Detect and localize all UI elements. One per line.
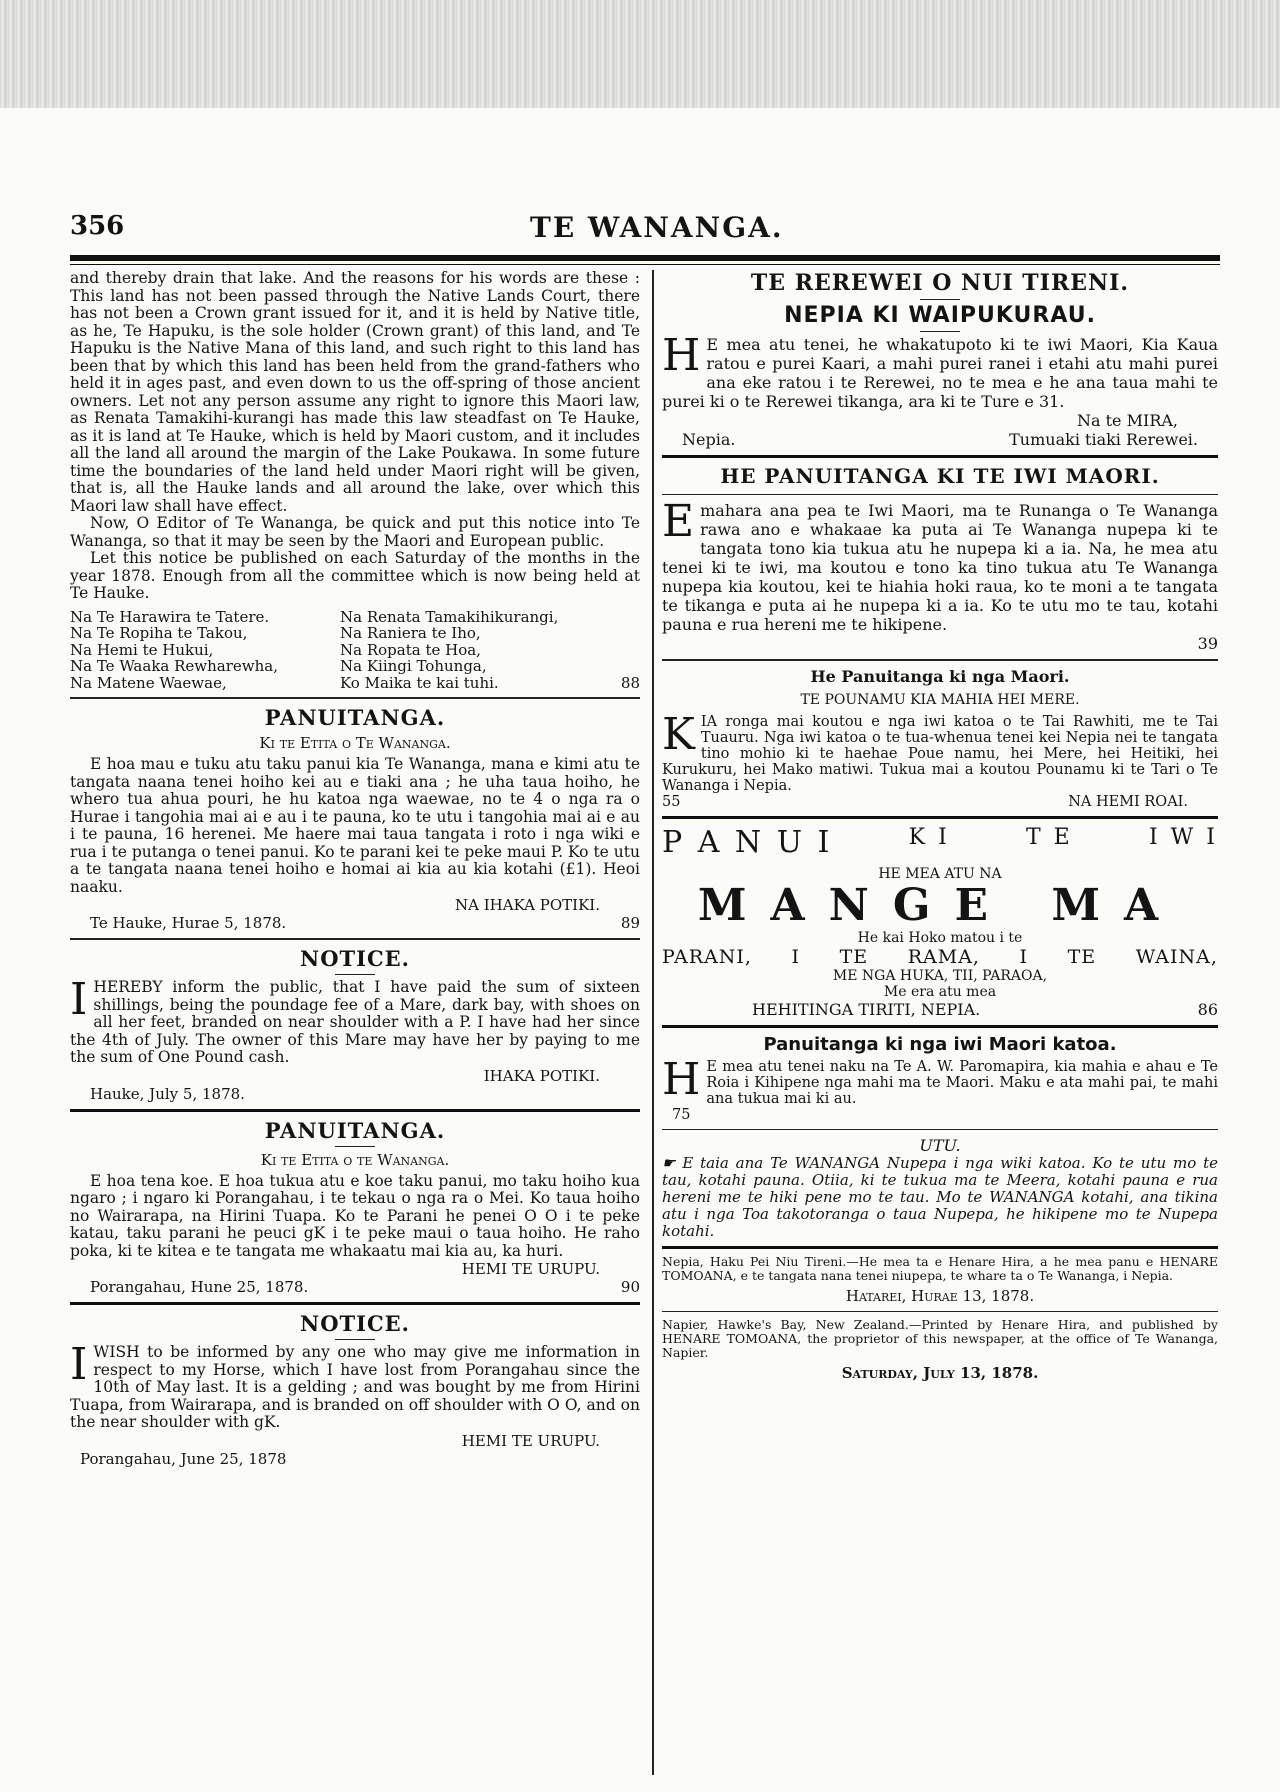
mange-line: HE MEA ATU NA bbox=[878, 866, 1002, 882]
imprint-maori: Nepia, Haku Pei Niu Tireni.—He mea ta e Henare Hira, a he mea panu e HENARE TOMOANA, e te tangata nana tenei niupepa, te whare ta o Te Wananga, i Nepia. bbox=[662, 1254, 1218, 1283]
letter-para-2: Now, O Editor of Te Wananga, be quick and put this notice into Te Wananga, so that it may be seen by the Maori and European public. bbox=[70, 514, 640, 550]
drop-cap: I bbox=[70, 1339, 88, 1390]
pounamu-heading: He Panuitanga ki nga Maori. bbox=[810, 667, 1070, 686]
short-rule bbox=[920, 331, 960, 332]
divider bbox=[70, 697, 640, 699]
signatory: Na Raniera te Iho, bbox=[340, 624, 481, 642]
signatory: Na Matene Waewae, bbox=[70, 673, 227, 692]
pointing-hand-icon: ☛ bbox=[662, 1154, 683, 1172]
mange-line: Me era atu mea bbox=[883, 984, 997, 1000]
signatory: Na Te Harawira te Tatere. bbox=[70, 607, 270, 626]
left-column bbox=[70, 270, 640, 1468]
mange-name: MANGE MA bbox=[697, 880, 1183, 931]
railway-subtitle: NEPIA KI WAIPUKURAU. bbox=[784, 303, 1096, 328]
short-rule bbox=[335, 1146, 375, 1147]
banner-word: T E bbox=[1026, 825, 1073, 850]
header-rule bbox=[70, 255, 1220, 261]
date-maori: Hatarei, Hurae 13, 1878. bbox=[845, 1287, 1035, 1305]
railway-body: H E mea atu tenei, he whakatupoto ki te iwi Maori, Kia Kaua ratou e purei Kaari, a mahi purei ranei i etahi atu mahi purei ana eke ratou i te Rerewei, no te mea e he ana taua mahi te purei ki o te Rerewei tikanga, ara ki te Ture e 31. bbox=[662, 330, 1218, 411]
divider bbox=[662, 659, 1218, 661]
katoa-heading: Panuitanga ki nga iwi Maori katoa. bbox=[763, 1034, 1117, 1055]
railway-place: Nepia. bbox=[682, 430, 736, 449]
divider bbox=[70, 938, 640, 940]
panuitanga-body: E hoa tena koe. E hoa tukua atu e koe taku panui, mo taku hoiho kua ngaro ; i ngaro ki Porangahau, i te tekau o nga ra o Mei. Ko taua hoiho no Wairarapa, na Hirini Tuapa. Ko te Parani he penei O O i te peke katau, taku parani he peuci gK i te peke maui o taua hoiho. He raho poka, ki te kitea e te tangata me whakaatu mai kia au, ka huri. bbox=[70, 1171, 640, 1260]
signatory: Na Renata Tamakihikurangi, bbox=[340, 607, 559, 626]
mange-line: He kai Hoko matou i te bbox=[857, 930, 1023, 946]
mange-footer bbox=[662, 1000, 1218, 1019]
imprint-english: Napier, Hawke's Bay, New Zealand.—Printed by Henare Hira, and published by HENARE TOMOANA, the proprietor of this newspaper, at the office of Te Wananga, Napier. bbox=[662, 1317, 1218, 1360]
signatory: Ko Maika te kai tuhi. bbox=[340, 673, 499, 692]
short-rule bbox=[335, 974, 375, 975]
notice-signer: IHAKA POTIKI. bbox=[483, 1066, 600, 1085]
column-separator bbox=[652, 270, 654, 1775]
pounamu-body: KIA ronga mai koutou e nga iwi katoa o te Tai Rawhiti, me te Tai Tuauru. Nga iwi katoa o te tua-whenua tenei kei Nepia nei te tangata tino mohio ki te haehae Poue namu, hei Mere, hei Heitiki, hei Kurukuru, hei Mako matiwi. Tukua mai a koutou Pounamu ki te Tari o Te Wananga i Nepia. bbox=[662, 709, 1218, 794]
divider bbox=[662, 455, 1218, 458]
divider bbox=[662, 1311, 1218, 1312]
right-column bbox=[662, 270, 1218, 1382]
date-english: Saturday, July 13, 1878. bbox=[841, 1364, 1039, 1382]
panuitanga-footer bbox=[70, 1278, 640, 1296]
page-header bbox=[70, 203, 1220, 243]
ad-number: 89 bbox=[620, 914, 640, 932]
panuitanga-subtitle: Ki te Etita o Te Wananga. bbox=[259, 734, 451, 752]
divider bbox=[662, 1025, 1218, 1028]
letter-para-3: Let this notice be published on each Saturday of the months in the year 1878. Enough from all the committee which is now being held at Te Hauke. bbox=[70, 549, 640, 602]
header-rule-thin bbox=[70, 264, 1220, 265]
signatory: Na Te Ropiha te Takou, bbox=[70, 624, 248, 642]
drop-cap: H bbox=[662, 1054, 701, 1105]
divider bbox=[662, 494, 1218, 495]
pounamu-subheading: TE POUNAMU KIA MAHIA HEI MERE. bbox=[800, 692, 1080, 708]
notice-body: IHEREBY inform the public, that I have paid the sum of sixteen shillings, being the poundage fee of a Mare, dark bay, with shoes on all her feet, branded on near shoulder with a P. I have had her since the 4th of July. The owner of this Mare may have her by paying to me the sum of One Pound cash. bbox=[70, 974, 640, 1066]
short-rule bbox=[920, 299, 960, 300]
railway-signer: Na te MIRA, bbox=[1077, 411, 1178, 430]
drop-cap: H bbox=[662, 330, 701, 381]
banner-word: P A N U I bbox=[662, 825, 833, 860]
divider bbox=[70, 1302, 640, 1305]
railway-title: TE REREWEI O NUI TIRENI. bbox=[750, 270, 1130, 296]
drop-cap: K bbox=[662, 709, 695, 760]
divider bbox=[662, 1246, 1218, 1249]
panuitanga-subtitle: Ki te Etita o te Wananga. bbox=[260, 1150, 450, 1169]
iwi-notice-body: Emahara ana pea te Iwi Maori, ma te Runanga o Te Wananga rawa ano e whakaae ka puta ai Te Wananga nupepa ki te tangata tono kia tukua atu he nupepa ki a ia. Na, he mea atu tenei ki te iwi, ma koutou e tono ka tino tukua atu Te Wananga nupepa kia koutou, kei te hiahia hoki raua, ko te moni a te tangata te tikanga e puta ai he nupepa ki a ia. Ko te utu mo te tau, kotahi pauna e rua hereni me te hikipene. bbox=[662, 496, 1218, 634]
ad-number: 39 bbox=[1197, 634, 1218, 653]
ad-number: 55 bbox=[662, 794, 681, 810]
notice-title: NOTICE. bbox=[300, 1311, 410, 1336]
railway-footer bbox=[662, 430, 1218, 449]
mange-products: PARANI, I TE RAMA, I TE WAINA, bbox=[662, 946, 1218, 968]
panuitanga-title: PANUITANGA. bbox=[264, 705, 446, 730]
utu-body: ☛ E taia ana Te WANANGA Nupepa i nga wiki katoa. Ko te utu mo te tau, kotahi pauna. Otiia, ki te tukua ma te Meera, kotahi pauna e rua hereni me te hiki pene mo te tau. Mo te WANANGA kotahi, ana tikina atu i nga Toa takotoranga o taua Nupepa, he hikipene mo te Nupepa kotahi. bbox=[662, 1154, 1218, 1240]
signatory: Na Hemi te Hukui, bbox=[70, 640, 214, 659]
pounamu-footer bbox=[662, 794, 1218, 810]
notice-body: IWISH to be informed by any one who may give me information in respect to my Horse, which I have lost from Porangahau since the 10th of May last. It is a gelding ; and was bought by me from Hirini Tuapa, from Wairarapa, and is branded on off shoulder with O O, and on the near shoulder with gK. bbox=[70, 1339, 640, 1431]
notice-title: NOTICE. bbox=[300, 946, 410, 971]
ad-number: 86 bbox=[1197, 1000, 1218, 1019]
masthead: TE WANANGA. bbox=[530, 211, 784, 244]
panuitanga-place: Te Hauke, Hurae 5, 1878. bbox=[90, 914, 287, 932]
panuitanga-signer: NA IHAKA POTIKI. bbox=[455, 896, 600, 914]
railway-role: Tumuaki tiaki Rerewei. bbox=[1009, 430, 1198, 449]
notice-place: Hauke, July 5, 1878. bbox=[90, 1084, 245, 1103]
divider bbox=[70, 1109, 640, 1112]
ad-number: 75 bbox=[672, 1107, 691, 1123]
panuitanga-footer bbox=[70, 914, 640, 932]
short-rule bbox=[335, 1339, 375, 1340]
drop-cap: E bbox=[662, 496, 695, 547]
scan-noise-strip bbox=[0, 0, 1280, 108]
letter-body: and thereby drain that lake. And the reasons for his words are these : This land has not been passed through the Native Lands Court, there has not been a Crown grant issued for it, and it is held by Native title, as he, Te Hapuku, is the sole holder (Crown grant) of this land, and Te Hapuku is the Native Mana of this land, and such right to this land has been that by which this land has been held from the grand-fathers who held it in ages past, and even down to us the off-spring of those ancient owners. Let not any person assume any right to ignore this Maori law, as Renata Tamakihi-kurangi has made this law steadfast on Te Hauke, as it is land at Te Hauke, which is held by Maori custom, and it includes all the land all around the margin of the Lake Poukawa. In some future time the boundaries of the land held under Maori right will be given, that is, all the Hauke lands and all around the lake, over which this Maori law shall have effect. bbox=[70, 269, 640, 515]
panuitanga-body: E hoa mau e tuku atu taku panui kia Te Wananga, mana e kimi atu te tangata naana tenei hoiho kei au e tiaki ana ; he uha taua hoiho, he whero tua ahua pouri, he hu katoa nga waewae, no te 4 o nga ra o Hurae i tangohia mai ai e au i te pauna, ko te utu i tangohia mai ai e au i te pauna, 16 herenei. Me haere mai taua tangata i roto i nga wiki e rua i te putanga o tenei panui. Ko te parani kei te peke maui P. Ko te utu a te tangata naana tenei hoiho e homai ai kia au kia kotahi (£1). Heoi naaku. bbox=[70, 755, 640, 896]
mange-banner-line bbox=[662, 825, 1218, 860]
banner-word: I W I bbox=[1149, 825, 1218, 850]
signatory: Na Te Waaka Rewharewha, bbox=[70, 657, 278, 675]
banner-word: K I bbox=[908, 825, 950, 850]
panuitanga-place: Porangahau, Hune 25, 1878. bbox=[90, 1278, 309, 1296]
mange-address: HEHITINGA TIRITI, NEPIA. bbox=[752, 1000, 981, 1019]
katoa-body: H E mea atu tenei naku na Te A. W. Paromapira, kia mahia e ahau e Te Roia i Kihipene nga mahi ma te Maori. Maku e ata mahi pai, te mahi ana tukua mai ki au. bbox=[662, 1054, 1218, 1107]
signatory: Na Kiingi Tohunga, bbox=[340, 657, 487, 675]
ad-number: 88 bbox=[620, 673, 640, 692]
divider bbox=[662, 816, 1218, 819]
panuitanga-signer: HEMI TE URUPU. bbox=[461, 1260, 600, 1278]
page-number: 356 bbox=[70, 211, 125, 241]
signatory: Na Ropata te Hoa, bbox=[340, 640, 481, 659]
signatories bbox=[70, 609, 640, 692]
mange-line: ME NGA HUKA, TII, PARAOA, bbox=[832, 968, 1048, 984]
notice-signer: HEMI TE URUPU. bbox=[461, 1431, 600, 1450]
ad-number: 90 bbox=[620, 1278, 640, 1296]
drop-cap: I bbox=[70, 974, 88, 1025]
utu-heading: UTU. bbox=[919, 1136, 961, 1155]
panuitanga-title: PANUITANGA. bbox=[264, 1117, 446, 1143]
divider bbox=[662, 1129, 1218, 1130]
pounamu-signer: NA HEMI ROAI. bbox=[1068, 794, 1188, 810]
notice-place: Porangahau, June 25, 1878 bbox=[80, 1449, 287, 1468]
iwi-notice-title: HE PANUITANGA KI TE IWI MAORI. bbox=[720, 464, 1160, 488]
